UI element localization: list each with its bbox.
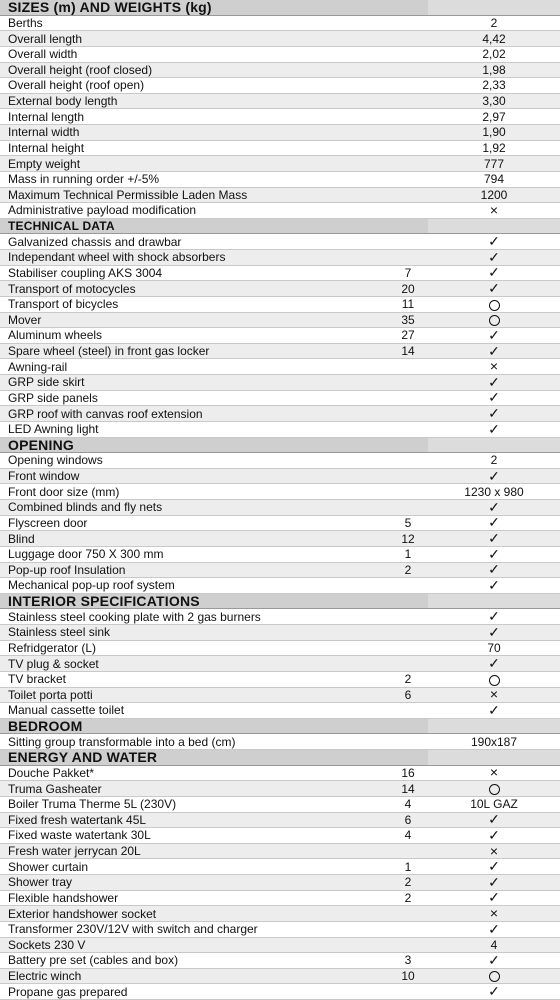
spec-row bbox=[0, 563, 560, 579]
spec-value bbox=[428, 344, 560, 359]
spec-value bbox=[428, 0, 560, 15]
spec-label: Internal length bbox=[8, 109, 85, 124]
spec-row bbox=[0, 766, 560, 782]
spec-label: Mechanical pop-up roof system bbox=[8, 578, 175, 593]
spec-label: Transformer 230V/12V with switch and charger bbox=[8, 922, 258, 937]
spec-value bbox=[428, 890, 560, 905]
spec-label: Truma Gasheater bbox=[8, 781, 102, 796]
section-title: BEDROOM bbox=[8, 718, 83, 735]
check-icon: ✓ bbox=[488, 858, 500, 875]
option-code: 14 bbox=[401, 781, 415, 796]
spec-row bbox=[0, 688, 560, 704]
check-icon: ✓ bbox=[488, 545, 500, 562]
spec-label: Exterior handshower socket bbox=[8, 906, 157, 921]
spec-value bbox=[428, 687, 560, 702]
spec-row bbox=[0, 813, 560, 829]
spec-value bbox=[428, 375, 560, 390]
spec-label: Battery pre set (cables and box) bbox=[8, 953, 179, 968]
spec-row bbox=[0, 297, 560, 313]
spec-value: 794 bbox=[483, 172, 505, 187]
spec-row bbox=[0, 500, 560, 516]
spec-value bbox=[428, 203, 560, 218]
spec-row bbox=[0, 156, 560, 172]
spec-label: Overall height (roof closed) bbox=[8, 62, 153, 77]
spec-label: Manual cassette toilet bbox=[8, 703, 125, 718]
check-icon: ✓ bbox=[488, 826, 500, 843]
option-code: 11 bbox=[401, 297, 415, 312]
spec-label: Pop-up roof Insulation bbox=[8, 562, 126, 577]
option-code: 10 bbox=[401, 969, 415, 984]
spec-row bbox=[0, 922, 560, 938]
spec-row bbox=[0, 641, 560, 657]
spec-value: 777 bbox=[483, 156, 505, 171]
spec-label: Flexible handshower bbox=[8, 890, 119, 905]
spec-row bbox=[0, 531, 560, 547]
spec-value bbox=[428, 828, 560, 843]
spec-value bbox=[428, 406, 560, 421]
spec-label: Stainless steel cooking plate with 2 gas burners bbox=[8, 609, 261, 624]
spec-row bbox=[0, 375, 560, 391]
option-code: 4 bbox=[404, 828, 412, 843]
spec-value: 1200 bbox=[480, 187, 508, 202]
spec-label: Blind bbox=[8, 531, 35, 546]
spec-row bbox=[0, 734, 560, 750]
spec-label: Shower tray bbox=[8, 875, 73, 890]
spec-label: Aluminum wheels bbox=[8, 328, 103, 343]
cross-icon: × bbox=[489, 201, 499, 218]
spec-row bbox=[0, 47, 560, 63]
option-code: 5 bbox=[404, 515, 412, 530]
spec-label: Fixed fresh watertank 45L bbox=[8, 812, 147, 827]
spec-value: 4,42 bbox=[482, 31, 506, 46]
spec-label: Overall height (roof open) bbox=[8, 78, 145, 93]
check-icon: ✓ bbox=[488, 873, 500, 890]
spec-label: Internal height bbox=[8, 140, 85, 155]
spec-value bbox=[428, 250, 560, 265]
spec-row bbox=[0, 906, 560, 922]
spec-value: 1,90 bbox=[482, 125, 506, 140]
spec-value bbox=[428, 594, 560, 609]
option-code: 12 bbox=[401, 531, 415, 546]
spec-label: Fixed waste watertank 30L bbox=[8, 828, 151, 843]
spec-value bbox=[428, 562, 560, 577]
option-circle-icon bbox=[489, 784, 500, 795]
spec-value: 1,92 bbox=[482, 140, 506, 155]
section-title: OPENING bbox=[8, 436, 74, 453]
spec-row bbox=[0, 406, 560, 422]
spec-row bbox=[0, 234, 560, 250]
spec-row bbox=[0, 250, 560, 266]
spec-row bbox=[0, 516, 560, 532]
spec-row bbox=[0, 969, 560, 985]
check-icon: ✓ bbox=[488, 561, 500, 578]
spec-row bbox=[0, 188, 560, 204]
spec-value bbox=[428, 719, 560, 734]
spec-row bbox=[0, 781, 560, 797]
spec-row bbox=[0, 94, 560, 110]
spec-value bbox=[428, 765, 560, 780]
section-header-energy-and-water bbox=[0, 750, 560, 766]
spec-value: 4 bbox=[490, 937, 498, 952]
spec-label: Awning-rail bbox=[8, 359, 68, 374]
spec-value: 2,02 bbox=[482, 47, 506, 62]
spec-row bbox=[0, 609, 560, 625]
cross-icon: × bbox=[489, 905, 499, 922]
spec-value: 190x187 bbox=[470, 734, 518, 749]
spec-row bbox=[0, 391, 560, 407]
option-code: 7 bbox=[404, 265, 412, 280]
check-icon: ✓ bbox=[488, 701, 500, 718]
spec-value bbox=[428, 984, 560, 999]
spec-value bbox=[428, 547, 560, 562]
spec-label: Stabiliser coupling AKS 3004 bbox=[8, 265, 163, 280]
check-icon: ✓ bbox=[488, 811, 500, 828]
spec-row bbox=[0, 16, 560, 32]
check-icon: ✓ bbox=[488, 951, 500, 968]
spec-value: 2 bbox=[490, 15, 498, 30]
spec-row bbox=[0, 938, 560, 954]
section-title: INTERIOR SPECIFICATIONS bbox=[8, 593, 200, 610]
spec-row bbox=[0, 281, 560, 297]
spec-row bbox=[0, 469, 560, 485]
check-icon: ✓ bbox=[488, 405, 500, 422]
spec-label: Refridgerator (L) bbox=[8, 640, 97, 655]
cross-icon: × bbox=[489, 842, 499, 859]
spec-label: Administrative payload modification bbox=[8, 203, 197, 218]
spec-label: Stainless steel sink bbox=[8, 625, 111, 640]
spec-label: Overall width bbox=[8, 47, 78, 62]
spec-value bbox=[428, 390, 560, 405]
option-code: 20 bbox=[401, 281, 415, 296]
spec-label: Propane gas prepared bbox=[8, 984, 128, 999]
option-code: 6 bbox=[404, 687, 412, 702]
spec-value: 2,97 bbox=[482, 109, 506, 124]
spec-row bbox=[0, 484, 560, 500]
section-title: ENERGY AND WATER bbox=[8, 749, 158, 766]
spec-label: Internal width bbox=[8, 125, 80, 140]
spec-value bbox=[428, 625, 560, 640]
check-icon: ✓ bbox=[488, 530, 500, 547]
spec-label: Mass in running order +/-5% bbox=[8, 172, 160, 187]
spec-value bbox=[428, 969, 560, 983]
spec-row bbox=[0, 875, 560, 891]
spec-row bbox=[0, 828, 560, 844]
spec-value bbox=[428, 359, 560, 374]
cross-icon: × bbox=[489, 764, 499, 781]
spec-label: Mover bbox=[8, 312, 42, 327]
spec-label: Transport of motocycles bbox=[8, 281, 136, 296]
spec-row bbox=[0, 891, 560, 907]
spec-value bbox=[428, 328, 560, 343]
spec-row bbox=[0, 172, 560, 188]
spec-value bbox=[428, 531, 560, 546]
spec-label: Opening windows bbox=[8, 453, 103, 468]
spec-label: Independant wheel with shock absorbers bbox=[8, 250, 226, 265]
spec-label: Empty weight bbox=[8, 156, 81, 171]
check-icon: ✓ bbox=[488, 576, 500, 593]
spec-row bbox=[0, 63, 560, 79]
spec-row bbox=[0, 547, 560, 563]
spec-label: Transport of bicycles bbox=[8, 297, 119, 312]
spec-label: Front door size (mm) bbox=[8, 484, 120, 499]
check-icon: ✓ bbox=[488, 420, 500, 437]
section-header-bedroom bbox=[0, 719, 560, 735]
spec-value bbox=[428, 782, 560, 796]
spec-value bbox=[428, 469, 560, 484]
option-code: 3 bbox=[404, 953, 412, 968]
spec-row bbox=[0, 125, 560, 141]
check-icon: ✓ bbox=[488, 920, 500, 937]
option-code: 16 bbox=[401, 765, 415, 780]
option-code: 1 bbox=[404, 547, 412, 562]
section-title: SIZES (m) AND WEIGHTS (kg) bbox=[8, 0, 212, 16]
spec-value: 1,98 bbox=[482, 62, 506, 77]
option-code: 27 bbox=[401, 328, 415, 343]
spec-row bbox=[0, 953, 560, 969]
spec-value bbox=[428, 313, 560, 327]
check-icon: ✓ bbox=[488, 280, 500, 297]
section-header-sizes-m-and-weights-kg bbox=[0, 0, 560, 16]
section-title: TECHNICAL DATA bbox=[8, 219, 115, 234]
spec-row bbox=[0, 313, 560, 329]
check-icon: ✓ bbox=[488, 264, 500, 281]
spec-row bbox=[0, 656, 560, 672]
spec-label: External body length bbox=[8, 94, 118, 109]
check-icon: ✓ bbox=[488, 608, 500, 625]
spec-label: Toilet porta potti bbox=[8, 687, 93, 702]
spec-value bbox=[428, 875, 560, 890]
spec-value bbox=[428, 656, 560, 671]
spec-value bbox=[428, 859, 560, 874]
spec-label: Berths bbox=[8, 15, 43, 30]
spec-row bbox=[0, 344, 560, 360]
spec-label: Flyscreen door bbox=[8, 515, 88, 530]
option-circle-icon bbox=[489, 315, 500, 326]
spec-value bbox=[428, 265, 560, 280]
spec-row bbox=[0, 109, 560, 125]
spec-value: 2,33 bbox=[482, 78, 506, 93]
spec-value bbox=[428, 422, 560, 437]
spec-value bbox=[428, 703, 560, 718]
spec-row bbox=[0, 266, 560, 282]
spec-label: Combined blinds and fly nets bbox=[8, 500, 163, 515]
spec-row bbox=[0, 703, 560, 719]
spec-row bbox=[0, 328, 560, 344]
section-header-opening bbox=[0, 438, 560, 454]
option-circle-icon bbox=[489, 300, 500, 311]
check-icon: ✓ bbox=[488, 655, 500, 672]
spec-row bbox=[0, 203, 560, 219]
check-icon: ✓ bbox=[488, 389, 500, 406]
spec-row bbox=[0, 578, 560, 594]
spec-row bbox=[0, 31, 560, 47]
spec-value bbox=[428, 297, 560, 311]
spec-value bbox=[428, 500, 560, 515]
option-code: 35 bbox=[401, 312, 415, 327]
spec-value bbox=[428, 812, 560, 827]
spec-value: 1230 x 980 bbox=[464, 484, 524, 499]
spec-row bbox=[0, 672, 560, 688]
spec-label: Fresh water jerrycan 20L bbox=[8, 844, 141, 859]
spec-row bbox=[0, 844, 560, 860]
check-icon: ✓ bbox=[488, 623, 500, 640]
spec-row bbox=[0, 453, 560, 469]
check-icon: ✓ bbox=[488, 467, 500, 484]
option-circle-icon bbox=[489, 675, 500, 686]
spec-value bbox=[428, 844, 560, 859]
option-circle-icon bbox=[489, 971, 500, 982]
spec-label: Electric winch bbox=[8, 969, 82, 984]
option-code: 2 bbox=[404, 672, 412, 687]
spec-label: Front window bbox=[8, 469, 80, 484]
option-code: 1 bbox=[404, 859, 412, 874]
option-code: 2 bbox=[404, 890, 412, 905]
spec-label: Shower curtain bbox=[8, 859, 89, 874]
check-icon: ✓ bbox=[488, 326, 500, 343]
spec-row bbox=[0, 78, 560, 94]
spec-label: GRP roof with canvas roof extension bbox=[8, 406, 203, 421]
spec-label: Galvanized chassis and drawbar bbox=[8, 234, 182, 249]
spec-label: Luggage door 750 X 300 mm bbox=[8, 547, 164, 562]
spec-value bbox=[428, 515, 560, 530]
option-code: 2 bbox=[404, 875, 412, 890]
cross-icon: × bbox=[489, 358, 499, 375]
spec-value: 3,30 bbox=[482, 94, 506, 109]
check-icon: ✓ bbox=[488, 983, 500, 1000]
spec-value: 70 bbox=[487, 640, 501, 655]
spec-label: TV plug & socket bbox=[8, 656, 99, 671]
spec-label: Maximum Technical Permissible Laden Mass bbox=[8, 187, 248, 202]
spec-row bbox=[0, 141, 560, 157]
section-header-interior-specifications bbox=[0, 594, 560, 610]
spec-value bbox=[428, 438, 560, 453]
spec-row bbox=[0, 422, 560, 438]
spec-label: Sockets 230 V bbox=[8, 937, 86, 952]
option-code: 4 bbox=[404, 797, 412, 812]
check-icon: ✓ bbox=[488, 889, 500, 906]
option-code: 2 bbox=[404, 562, 412, 577]
spec-value bbox=[428, 281, 560, 296]
spec-value bbox=[428, 953, 560, 968]
spec-label: Douche Pakket* bbox=[8, 765, 95, 780]
check-icon: ✓ bbox=[488, 514, 500, 531]
spec-label: Sitting group transformable into a bed (cm) bbox=[8, 734, 236, 749]
spec-label: LED Awning light bbox=[8, 422, 99, 437]
option-code: 6 bbox=[404, 812, 412, 827]
spec-label: TV bracket bbox=[8, 672, 67, 687]
spec-value bbox=[428, 578, 560, 593]
spec-value bbox=[428, 906, 560, 921]
check-icon: ✓ bbox=[488, 342, 500, 359]
check-icon: ✓ bbox=[488, 248, 500, 265]
spec-value bbox=[428, 672, 560, 686]
spec-label: GRP side skirt bbox=[8, 375, 85, 390]
spec-row bbox=[0, 625, 560, 641]
check-icon: ✓ bbox=[488, 233, 500, 250]
cross-icon: × bbox=[489, 686, 499, 703]
spec-value bbox=[428, 922, 560, 937]
spec-row bbox=[0, 359, 560, 375]
spec-value bbox=[428, 234, 560, 249]
check-icon: ✓ bbox=[488, 373, 500, 390]
spec-value: 10L GAZ bbox=[470, 797, 518, 812]
spec-row bbox=[0, 859, 560, 875]
spec-label: Spare wheel (steel) in front gas locker bbox=[8, 344, 210, 359]
spec-value: 2 bbox=[490, 453, 498, 468]
spec-label: Overall length bbox=[8, 31, 83, 46]
section-header-technical-data bbox=[0, 219, 560, 235]
check-icon: ✓ bbox=[488, 498, 500, 515]
spec-label: GRP side panels bbox=[8, 390, 98, 405]
spec-value bbox=[428, 750, 560, 765]
spec-value bbox=[428, 609, 560, 624]
spec-row bbox=[0, 984, 560, 1000]
spec-row bbox=[0, 797, 560, 813]
spec-label: Boiler Truma Therme 5L (230V) bbox=[8, 797, 177, 812]
option-code: 14 bbox=[401, 344, 415, 359]
spec-value bbox=[428, 219, 560, 234]
